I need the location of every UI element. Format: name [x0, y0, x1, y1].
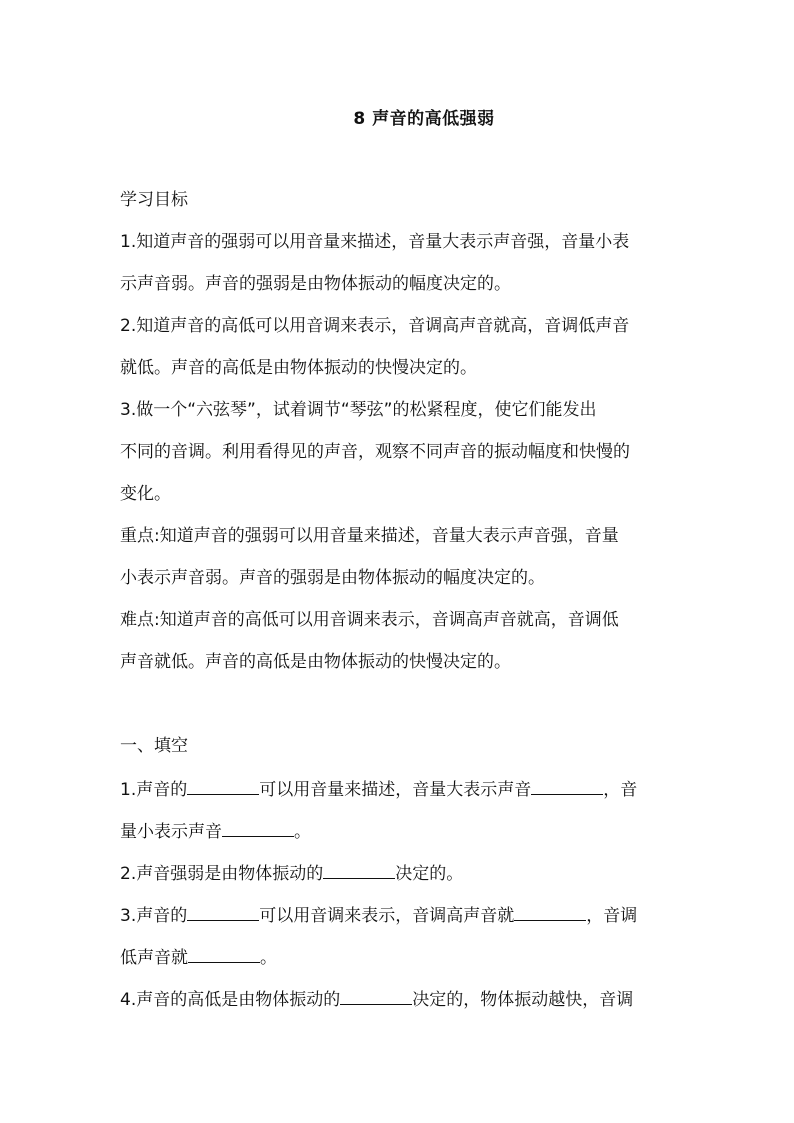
key-point-line: 重点:知道声音的强弱可以用音量来描述，音量大表示声音强，音量	[120, 526, 619, 546]
section-spacer	[120, 690, 680, 732]
question-text: 。	[294, 822, 311, 842]
answer-blank[interactable]	[531, 774, 603, 795]
question-2-line-1	[120, 858, 680, 886]
key-point-line: 小表示声音弱。声音的强弱是由物体振动的幅度决定的。	[120, 568, 545, 588]
objective-line: 就低。声音的高低是由物体振动的快慢决定的。	[120, 358, 477, 378]
objective-line: 变化。	[120, 484, 171, 504]
document-body	[120, 186, 680, 1026]
objective-line: 1.知道声音的强弱可以用音量来描述，音量大表示声音强，音量小表	[120, 232, 630, 252]
answer-blank[interactable]	[188, 942, 260, 963]
difficulty-line: 声音就低。声音的高低是由物体振动的快慢决定的。	[120, 652, 511, 672]
answer-blank[interactable]	[222, 816, 294, 837]
question-text: 量小表示声音	[120, 822, 222, 842]
answer-blank[interactable]	[323, 858, 395, 879]
answer-blank[interactable]	[340, 984, 412, 1005]
fill-blank-heading: 一、填空	[120, 736, 188, 756]
question-text: 决定的。	[395, 864, 464, 884]
answer-blank[interactable]	[187, 900, 259, 921]
answer-blank[interactable]	[514, 900, 586, 921]
question-4-line-1	[120, 984, 680, 1012]
question-text: ，音	[603, 780, 638, 800]
question-text: ，音调	[586, 906, 638, 926]
question-text: 4.声音的高低是由物体振动的	[120, 990, 341, 1010]
page-title: 8 声音的高低强弱	[353, 109, 495, 129]
question-text: 2.声音强弱是由物体振动的	[120, 864, 324, 884]
objectives-heading: 学习目标	[120, 190, 188, 210]
question-text: 低声音就	[120, 948, 188, 968]
question-1-line-1	[120, 774, 680, 802]
question-text: 。	[260, 948, 277, 968]
objective-line: 示声音弱。声音的强弱是由物体振动的幅度决定的。	[120, 274, 511, 294]
question-text: 可以用音调来表示，音调高声音就	[259, 906, 515, 926]
objective-line: 不同的音调。利用看得见的声音，观察不同声音的振动幅度和快慢的	[120, 442, 630, 462]
question-text: 3.声音的	[120, 906, 188, 926]
question-1-line-2	[120, 816, 680, 844]
question-3-line-2	[120, 942, 680, 970]
question-3-line-1	[120, 900, 680, 928]
objective-line: 2.知道声音的高低可以用音调来表示，音调高声音就高，音调低声音	[120, 316, 630, 336]
question-text: 可以用音量来描述，音量大表示声音	[259, 780, 532, 800]
difficulty-line: 难点:知道声音的高低可以用音调来表示，音调高声音就高，音调低	[120, 610, 619, 630]
objective-line: 3.做一个“六弦琴”，试着调节“琴弦”的松紧程度，使它们能发出	[120, 400, 597, 420]
question-text: 1.声音的	[120, 780, 188, 800]
question-text: 决定的，物体振动越快，音调	[412, 990, 634, 1010]
answer-blank[interactable]	[187, 774, 259, 795]
